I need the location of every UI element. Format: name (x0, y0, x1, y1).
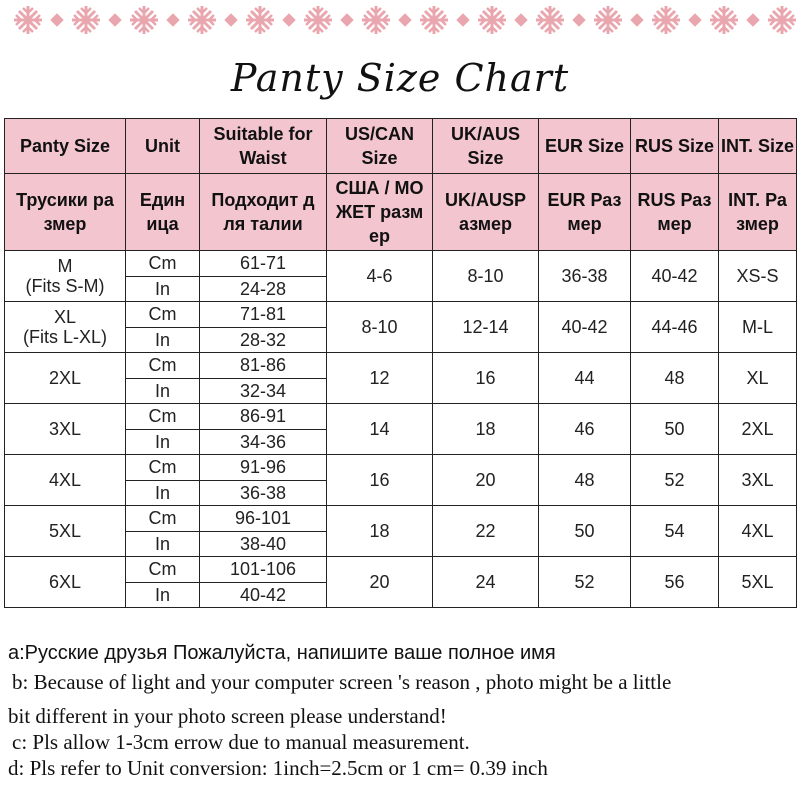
header-ru-us-size: США / МО ЖЕТ разм ер (327, 174, 433, 251)
eur-size-cell: 36-38 (539, 251, 631, 302)
diamond-icon (631, 14, 643, 26)
int-size-cell: 4XL (719, 506, 797, 557)
note-b-continued: bit different in your photo screen please understand! (8, 704, 447, 728)
table-row (5, 506, 797, 532)
eur-size-cell: 46 (539, 404, 631, 455)
uk-size-cell: 16 (433, 353, 539, 404)
unit-in-cell: In (126, 378, 200, 404)
int-size-cell: 2XL (719, 404, 797, 455)
table-row (5, 302, 797, 328)
snowflake-icon (420, 6, 448, 34)
header-row-russian (5, 174, 797, 251)
int-size-cell: 3XL (719, 455, 797, 506)
diamond-icon (515, 14, 527, 26)
int-size-cell: M-L (719, 302, 797, 353)
size-label-cell (5, 302, 126, 353)
unit-in-cell: In (126, 480, 200, 506)
us-size-cell: 4-6 (327, 251, 433, 302)
rus-size-cell: 56 (631, 557, 719, 608)
size-label: XL (53, 307, 77, 327)
snowflake-icon (594, 6, 622, 34)
header-ru-int-size: INT. Ра змер (719, 174, 797, 251)
note-b: b: Because of light and your computer screen 's reason , photo might be a little (12, 670, 672, 694)
note-a: a:Русские друзья Пожалуйста, напишите ваше полное имя (8, 642, 556, 664)
size-label: M (57, 256, 73, 276)
diamond-icon (225, 14, 237, 26)
snowflake-icon (188, 6, 216, 34)
int-size-cell: 5XL (719, 557, 797, 608)
waist-cm-cell: 86-91 (200, 404, 327, 430)
header-waist: Suitable for Waist (200, 119, 327, 174)
diamond-icon (457, 14, 469, 26)
rus-size-cell: 52 (631, 455, 719, 506)
unit-cm-cell: Cm (126, 557, 200, 583)
uk-size-cell: 18 (433, 404, 539, 455)
table-row (5, 455, 797, 481)
waist-in-cell: 32-34 (200, 378, 327, 404)
table-row (5, 251, 797, 277)
unit-cm-cell: Cm (126, 302, 200, 328)
waist-cm-cell: 81-86 (200, 353, 327, 379)
header-int-size: INT. Size (719, 119, 797, 174)
size-label-cell: 4XL (5, 455, 126, 506)
note-d: d: Pls refer to Unit conversion: 1inch=2.5cm or 1 cm= 0.39 inch (8, 756, 548, 780)
waist-in-cell: 38-40 (200, 531, 327, 557)
page-title: Panty Size Chart (230, 56, 570, 100)
snowflake-icon (246, 6, 274, 34)
header-ru-waist: Подходит д ля талии (200, 174, 327, 251)
snowflake-icon (768, 6, 796, 34)
table-row (5, 557, 797, 583)
int-size-cell: XL (719, 353, 797, 404)
unit-in-cell: In (126, 327, 200, 353)
waist-in-cell: 28-32 (200, 327, 327, 353)
diamond-icon (341, 14, 353, 26)
size-chart-table (4, 118, 797, 608)
rus-size-cell: 54 (631, 506, 719, 557)
header-ru-uk-size: UK/AUSP азмер (433, 174, 539, 251)
header-panty-size: Panty Size (5, 119, 126, 174)
header-ru-panty-size: Трусики ра змер (5, 174, 126, 251)
snowflake-icon (72, 6, 100, 34)
uk-size-cell: 12-14 (433, 302, 539, 353)
size-label-cell: 6XL (5, 557, 126, 608)
snowflake-icon (536, 6, 564, 34)
us-size-cell: 18 (327, 506, 433, 557)
eur-size-cell: 40-42 (539, 302, 631, 353)
diamond-icon (167, 14, 179, 26)
header-us-can-size: US/CAN Size (327, 119, 433, 174)
unit-in-cell: In (126, 429, 200, 455)
unit-cm-cell: Cm (126, 404, 200, 430)
us-size-cell: 12 (327, 353, 433, 404)
header-ru-unit: Един ица (126, 174, 200, 251)
waist-in-cell: 34-36 (200, 429, 327, 455)
note-c: c: Pls allow 1-3cm errow due to manual measurement. (12, 730, 470, 754)
waist-in-cell: 40-42 (200, 582, 327, 608)
diamond-icon (399, 14, 411, 26)
waist-cm-cell: 96-101 (200, 506, 327, 532)
waist-cm-cell: 71-81 (200, 302, 327, 328)
unit-cm-cell: Cm (126, 353, 200, 379)
int-size-cell: XS-S (719, 251, 797, 302)
rus-size-cell: 40-42 (631, 251, 719, 302)
snowflake-icon (14, 6, 42, 34)
decorative-border-pattern (0, 0, 800, 50)
unit-cm-cell: Cm (126, 506, 200, 532)
snowflake-icon (130, 6, 158, 34)
uk-size-cell: 22 (433, 506, 539, 557)
waist-in-cell: 24-28 (200, 276, 327, 302)
rus-size-cell: 44-46 (631, 302, 719, 353)
header-row-english (5, 119, 797, 174)
eur-size-cell: 48 (539, 455, 631, 506)
size-fits-note: (Fits L-XL) (22, 327, 107, 347)
eur-size-cell: 50 (539, 506, 631, 557)
snowflake-icon (304, 6, 332, 34)
rus-size-cell: 48 (631, 353, 719, 404)
waist-cm-cell: 61-71 (200, 251, 327, 277)
us-size-cell: 14 (327, 404, 433, 455)
unit-in-cell: In (126, 531, 200, 557)
header-ru-eur-size: EUR Раз мер (539, 174, 631, 251)
size-label-cell (5, 251, 126, 302)
uk-size-cell: 24 (433, 557, 539, 608)
snowflake-icon (710, 6, 738, 34)
diamond-icon (573, 14, 585, 26)
waist-in-cell: 36-38 (200, 480, 327, 506)
eur-size-cell: 52 (539, 557, 631, 608)
uk-size-cell: 8-10 (433, 251, 539, 302)
unit-in-cell: In (126, 276, 200, 302)
diamond-icon (283, 14, 295, 26)
diamond-icon (689, 14, 701, 26)
size-label-cell: 3XL (5, 404, 126, 455)
rus-size-cell: 50 (631, 404, 719, 455)
snowflake-icon (652, 6, 680, 34)
unit-in-cell: In (126, 582, 200, 608)
us-size-cell: 8-10 (327, 302, 433, 353)
size-label-cell: 2XL (5, 353, 126, 404)
table-row (5, 404, 797, 430)
header-rus-size: RUS Size (631, 119, 719, 174)
eur-size-cell: 44 (539, 353, 631, 404)
unit-cm-cell: Cm (126, 251, 200, 277)
us-size-cell: 20 (327, 557, 433, 608)
uk-size-cell: 20 (433, 455, 539, 506)
header-eur-size: EUR Size (539, 119, 631, 174)
table-row (5, 353, 797, 379)
diamond-icon (51, 14, 63, 26)
header-ru-rus-size: RUS Раз мер (631, 174, 719, 251)
header-unit: Unit (126, 119, 200, 174)
unit-cm-cell: Cm (126, 455, 200, 481)
waist-cm-cell: 101-106 (200, 557, 327, 583)
size-label-cell: 5XL (5, 506, 126, 557)
snowflake-icon (362, 6, 390, 34)
header-uk-aus-size: UK/AUS Size (433, 119, 539, 174)
size-fits-note: (Fits S-M) (25, 276, 105, 296)
diamond-icon (109, 14, 121, 26)
waist-cm-cell: 91-96 (200, 455, 327, 481)
us-size-cell: 16 (327, 455, 433, 506)
diamond-icon (747, 14, 759, 26)
snowflake-icon (478, 6, 506, 34)
